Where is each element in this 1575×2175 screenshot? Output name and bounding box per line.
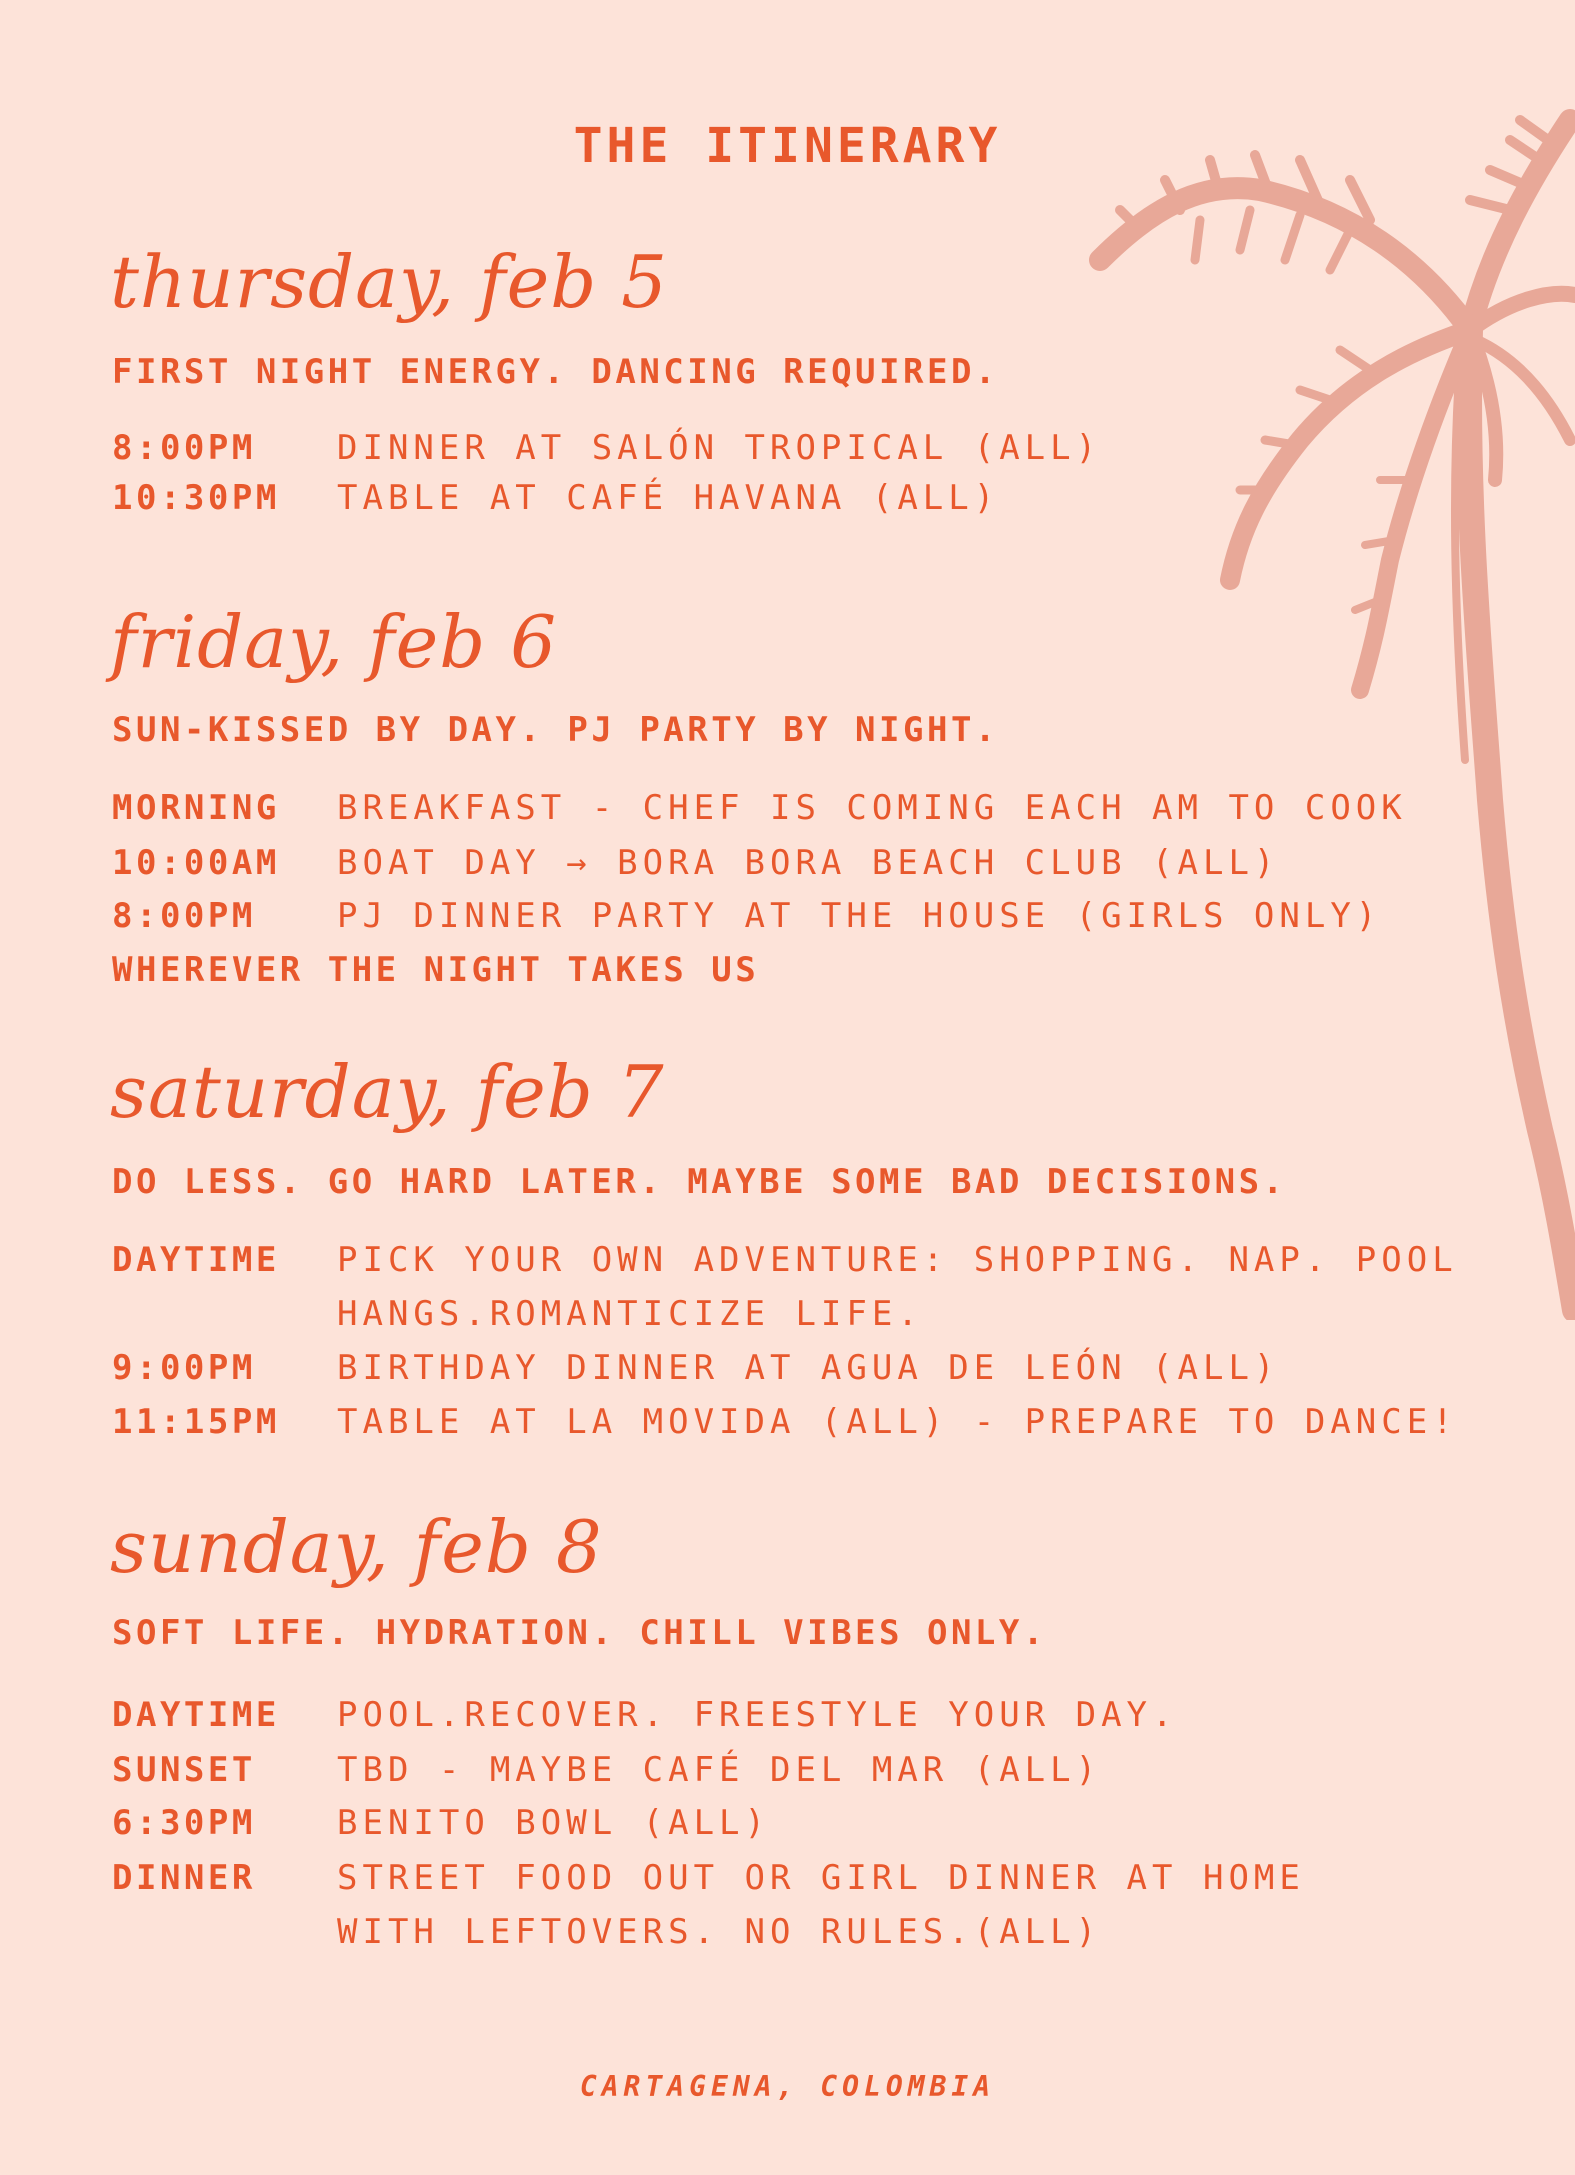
palm-tree-illustration: [1070, 100, 1575, 1320]
itinerary-row: [112, 428, 1532, 480]
itinerary-row: [112, 1240, 1532, 1350]
event-time: 8:00PM: [112, 896, 256, 936]
itinerary-row: [112, 1402, 1532, 1454]
day-tagline-thursday: FIRST NIGHT ENERGY. DANCING REQUIRED.: [112, 352, 999, 392]
event-description: POOL.RECOVER. FREESTYLE YOUR DAY.: [337, 1695, 1178, 1735]
itinerary-row: [112, 478, 1532, 530]
event-description: DINNER AT SALÓN TROPICAL (ALL): [337, 428, 1102, 468]
event-description: STREET FOOD OUT OR GIRL DINNER AT HOME: [337, 1858, 1305, 1898]
location-footer: CARTAGENA, COLOMBIA: [579, 2070, 996, 2103]
event-description: BREAKFAST - CHEF IS COMING EACH AM TO COOK: [337, 788, 1407, 828]
event-description-continued: HANGS.ROMANTICIZE LIFE.: [337, 1294, 923, 1334]
event-time: MORNING: [112, 788, 280, 828]
event-description: TABLE AT LA MOVIDA (ALL) - PREPARE TO DANCE!: [337, 1402, 1458, 1442]
itinerary-row: [112, 1858, 1532, 1968]
itinerary-row: [112, 1803, 1532, 1855]
itinerary-row: [112, 896, 1532, 948]
event-time: 8:00PM: [112, 428, 256, 468]
event-time: DAYTIME: [112, 1695, 280, 1735]
day-tagline-saturday: DO LESS. GO HARD LATER. MAYBE SOME BAD DECISIONS.: [112, 1162, 1287, 1202]
day-heading-thursday: thursday, feb 5: [110, 240, 668, 324]
page-title: THE ITINERARY: [573, 118, 1002, 174]
event-time: 6:30PM: [112, 1803, 256, 1843]
day-heading-friday: friday, feb 6: [110, 600, 558, 684]
event-description: BENITO BOWL (ALL): [337, 1803, 770, 1843]
event-description: PJ DINNER PARTY AT THE HOUSE (GIRLS ONLY): [337, 896, 1382, 936]
event-time: DAYTIME: [112, 1240, 280, 1280]
event-description: PICK YOUR OWN ADVENTURE: SHOPPING. NAP. POOL: [337, 1240, 1458, 1280]
itinerary-row: [112, 1695, 1532, 1747]
itinerary-row: [112, 788, 1532, 840]
day-tagline-sunday: SOFT LIFE. HYDRATION. CHILL VIBES ONLY.: [112, 1613, 1047, 1653]
event-description: TABLE AT CAFÉ HAVANA (ALL): [337, 478, 1000, 518]
event-description-continued: WITH LEFTOVERS. NO RULES.(ALL): [337, 1912, 1102, 1952]
itinerary-row: [112, 1348, 1532, 1400]
itinerary-row: [112, 950, 1532, 1002]
event-description: TBD - MAYBE CAFÉ DEL MAR (ALL): [337, 1750, 1102, 1790]
event-time: 10:00AM: [112, 843, 280, 883]
event-time: 10:30PM: [112, 478, 280, 518]
event-time: 9:00PM: [112, 1348, 256, 1388]
itinerary-row: [112, 843, 1532, 895]
itinerary-row: [112, 1750, 1532, 1802]
day-tagline-friday: SUN-KISSED BY DAY. PJ PARTY BY NIGHT.: [112, 710, 999, 750]
event-description: BOAT DAY → BORA BORA BEACH CLUB (ALL): [337, 843, 1280, 883]
event-time: WHEREVER THE NIGHT TAKES US: [112, 950, 760, 990]
day-heading-saturday: saturday, feb 7: [110, 1050, 665, 1134]
event-time: SUNSET: [112, 1750, 256, 1790]
event-description: BIRTHDAY DINNER AT AGUA DE LEÓN (ALL): [337, 1348, 1280, 1388]
day-heading-sunday: sunday, feb 8: [110, 1505, 603, 1589]
event-time: 11:15PM: [112, 1402, 280, 1442]
event-time: DINNER: [112, 1858, 256, 1898]
